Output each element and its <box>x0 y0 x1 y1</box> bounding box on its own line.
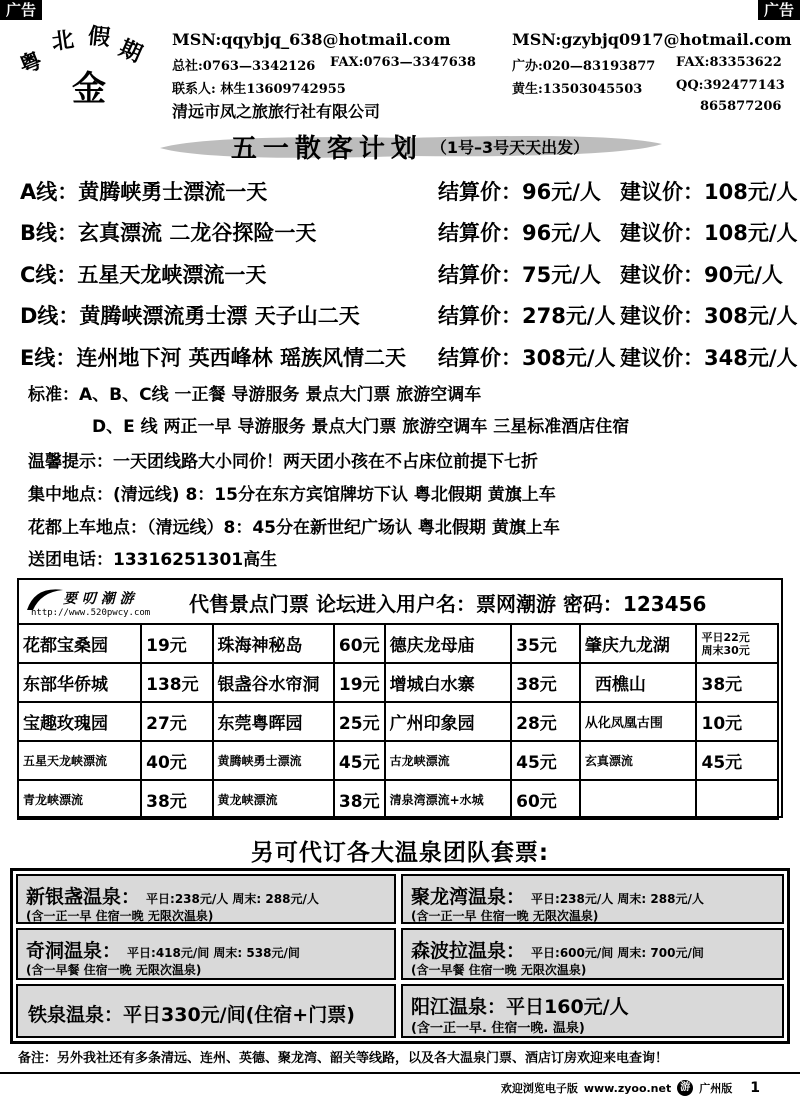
ticket-price: 40元 <box>141 741 212 780</box>
ticket-name: 花都宝桑园 <box>18 624 141 663</box>
contact-person: 联系人: 林生13609742955 <box>172 82 346 97</box>
route-row <box>20 342 798 374</box>
logo-char-4: 期 <box>115 34 146 68</box>
hot-spring-price: 平日:238元/人 周末: 288元/人 <box>146 892 319 906</box>
hot-spring-name: 森波拉温泉： <box>411 940 526 962</box>
route-suggest-price: 建议价：108元/人 <box>620 221 798 245</box>
route-suggest-price: 建议价：108元/人 <box>620 180 798 204</box>
hot-spring-name: 聚龙湾温泉： <box>411 886 526 908</box>
warm-tip: 温馨提示：一天团线路大小同价！两天团小孩在不占床位前提下七折 <box>28 452 538 472</box>
standard-de: D、E 线 两正一早 导游服务 景点大门票 旅游空调车 三星标准酒店住宿 <box>92 417 630 437</box>
gather-point: 集中地点：(清远线) 8：15分在东方宾馆牌坊下认 粤北假期 黄旗上车 <box>28 485 556 505</box>
ticket-price: 25元 <box>334 702 385 741</box>
ticket-price: 38元 <box>141 780 212 819</box>
ticket-price: 45元 <box>511 741 580 780</box>
ticket-name-empty <box>580 780 697 819</box>
route-name: C线：五星天龙峡漂流一天 <box>20 263 267 287</box>
footer-badge-icon: 游 <box>677 1080 693 1096</box>
hot-spring-includes: (含一早餐 住宿一晚 无限次温泉) <box>411 963 587 977</box>
route-row <box>20 300 798 332</box>
remarks-note: 备注：另外我社还有多条清远、连州、英德、聚龙湾、韶关等线路，以及各大温泉门票、酒店订房欢迎来电查询！ <box>18 1051 669 1066</box>
footer-site[interactable]: www.zyoo.net <box>583 1081 672 1095</box>
ticket-name: 西樵山 <box>580 663 697 702</box>
ticket-price: 38元 <box>511 663 580 702</box>
hot-springs-title: 另可代订各大温泉团队套票: <box>250 840 550 866</box>
ticket-name: 肇庆九龙湖 <box>580 624 697 663</box>
table-row <box>18 780 778 819</box>
hot-spring-includes: (含一正一早 住宿一晚 无限次温泉) <box>411 909 599 923</box>
company-name: 清远市凤之旅旅行社有限公司 <box>172 102 381 121</box>
table-row <box>18 624 778 663</box>
ticket-price-empty <box>696 780 778 819</box>
hot-spring-name: 新银盏温泉： <box>26 886 141 908</box>
ad-tag-right: 广告 <box>758 0 800 20</box>
huang-phone: 黄生:13503045503 <box>512 82 643 97</box>
hot-spring-includes: (含一正一早. 住宿一晚. 温泉) <box>411 1021 585 1036</box>
ticket-table <box>17 623 779 820</box>
msn-right: MSN:gzybjq0917@hotmail.com <box>512 30 792 49</box>
ticket-price: 27元 <box>141 702 212 741</box>
route-suggest-price: 建议价：90元/人 <box>620 263 783 287</box>
ticket-name: 珠海神秘岛 <box>213 624 334 663</box>
ticket-name: 清泉湾漂流+水城 <box>385 780 512 819</box>
ticket-name: 德庆龙母庙 <box>385 624 512 663</box>
hot-spring-includes: (含一早餐 住宿一晚 无限次温泉) <box>26 963 202 977</box>
table-row <box>18 702 778 741</box>
ticket-price: 45元 <box>334 741 385 780</box>
general-fax: FAX:0763—3347638 <box>330 55 476 70</box>
hot-spring-tiequan <box>16 984 396 1038</box>
ticket-title: 代售景点门票 论坛进入用户名：票网潮游 密码：123456 <box>189 592 707 616</box>
route-name: E线：连州地下河 英西峰林 瑶族风情二天 <box>20 346 406 370</box>
qq-number-2: 865877206 <box>700 99 782 114</box>
logo-char-1: 粤 <box>15 47 46 80</box>
logo-emblem-icon <box>14 22 164 130</box>
page-number: 1 <box>750 1080 760 1096</box>
ticket-name: 玄真漂流 <box>580 741 697 780</box>
plan-banner <box>150 128 670 164</box>
ticket-price: 10元 <box>696 702 778 741</box>
ticket-price: 19元 <box>334 663 385 702</box>
company-logo <box>14 22 164 130</box>
ticket-price: 38元 <box>696 663 778 702</box>
logo-char-3: 假 <box>86 23 112 52</box>
hot-spring-name: 奇洞温泉： <box>26 940 122 962</box>
ticket-section <box>17 578 783 818</box>
qq-number: QQ:392477143 <box>676 78 785 93</box>
route-settle-price: 结算价：308元/人 <box>438 346 616 370</box>
hot-spring-price: 平日:238元/人 周末: 288元/人 <box>531 892 704 906</box>
footer-edition: 广州版 <box>699 1082 733 1095</box>
footer-browse: 欢迎浏览电子版 <box>500 1082 578 1095</box>
ticket-name: 黄腾峡勇士漂流 <box>213 741 334 780</box>
ticket-name: 银盏谷水帘洞 <box>213 663 334 702</box>
ticket-name: 青龙峡漂流 <box>18 780 141 819</box>
ticket-price-weekday: 平日22元 <box>701 630 750 644</box>
ticket-name: 五星天龙峡漂流 <box>18 741 141 780</box>
hot-spring-includes: (含一正一早 住宿一晚 无限次温泉) <box>26 909 214 923</box>
ticket-header <box>19 580 781 625</box>
ticket-price: 35元 <box>511 624 580 663</box>
ticket-price-weekend: 周末30元 <box>701 643 750 657</box>
hot-springs-grid <box>10 868 790 1044</box>
route-settle-price: 结算价：278元/人 <box>438 304 616 328</box>
hot-spring-name: 阳江温泉：平日160元/人 <box>411 996 629 1018</box>
route-settle-price: 结算价：75元/人 <box>438 263 601 287</box>
hot-spring-name: 铁泉温泉：平日330元/间(住宿+门票) <box>28 1004 355 1026</box>
table-row <box>18 663 778 702</box>
hot-spring-xinyinzhan <box>16 874 396 924</box>
route-suggest-price: 建议价：348元/人 <box>620 346 798 370</box>
ticket-price: 138元 <box>141 663 212 702</box>
huadu-pickup: 花都上车地点：（清远线）8：45分在新世纪广场认 粤北假期 黄旗上车 <box>28 518 560 538</box>
logo-gold-char: 金 <box>72 69 106 109</box>
hot-spring-price: 平日:600元/间 周末: 700元/间 <box>531 946 704 960</box>
gz-office-phone: 广办:020—83193877 <box>512 59 656 74</box>
route-row <box>20 176 798 208</box>
hot-spring-qidong <box>16 928 396 980</box>
ticket-price: 60元 <box>511 780 580 819</box>
ticket-logo-url: http://www.520pwcy.com <box>31 608 151 618</box>
route-suggest-price: 建议价：308元/人 <box>620 304 798 328</box>
ticket-price: 19元 <box>141 624 212 663</box>
ticket-price: 38元 <box>334 780 385 819</box>
gz-office-fax: FAX:83353622 <box>676 55 782 70</box>
route-row <box>20 259 795 291</box>
logo-char-2: 北 <box>50 26 76 56</box>
ticket-price: 60元 <box>334 624 385 663</box>
ticket-name: 从化凤凰古围 <box>580 702 697 741</box>
ticket-name: 东莞粤晖园 <box>213 702 334 741</box>
ticket-price: 45元 <box>696 741 778 780</box>
plan-title: 五一散客计划 <box>230 133 423 164</box>
hot-spring-price: 平日:418元/间 周末: 538元/间 <box>127 946 300 960</box>
hot-spring-yangjiang <box>401 984 784 1038</box>
route-settle-price: 结算价：96元/人 <box>438 180 601 204</box>
ticket-name: 广州印象园 <box>385 702 512 741</box>
ticket-name: 宝趣玫瑰园 <box>18 702 141 741</box>
route-settle-price: 结算价：96元/人 <box>438 221 601 245</box>
standard-abc: 标准：A、B、C线 一正餐 导游服务 景点大门票 旅游空调车 <box>28 385 482 405</box>
ad-tag-left: 广告 <box>0 0 42 20</box>
general-phone: 总社:0763—3342126 <box>172 59 316 74</box>
route-name: A线：黄腾峡勇士漂流一天 <box>20 180 268 204</box>
route-name: D线：黄腾峡漂流勇士漂 天子山二天 <box>20 304 360 328</box>
ticket-price <box>696 624 778 663</box>
hot-spring-senbola <box>401 928 784 980</box>
ticket-logo <box>23 582 173 624</box>
ticket-name: 增城白水寨 <box>385 663 512 702</box>
tour-phone: 送团电话：13316251301高生 <box>28 550 278 570</box>
ticket-name: 黄龙峡漂流 <box>213 780 334 819</box>
ticket-logo-name: 要 叨 潮 游 <box>63 591 134 607</box>
route-name: B线：玄真漂流 二龙谷探险一天 <box>20 221 317 245</box>
hot-spring-julongwan <box>401 874 784 924</box>
plan-subtitle: （1号–3号天天出发） <box>430 137 590 157</box>
route-row <box>20 217 798 249</box>
ticket-name: 古龙峡漂流 <box>385 741 512 780</box>
footer-divider <box>0 1072 800 1074</box>
msn-left: MSN:qqybjq_638@hotmail.com <box>172 30 451 49</box>
footer <box>501 1080 760 1096</box>
ticket-name: 东部华侨城 <box>18 663 141 702</box>
table-row <box>18 741 778 780</box>
ticket-price: 28元 <box>511 702 580 741</box>
